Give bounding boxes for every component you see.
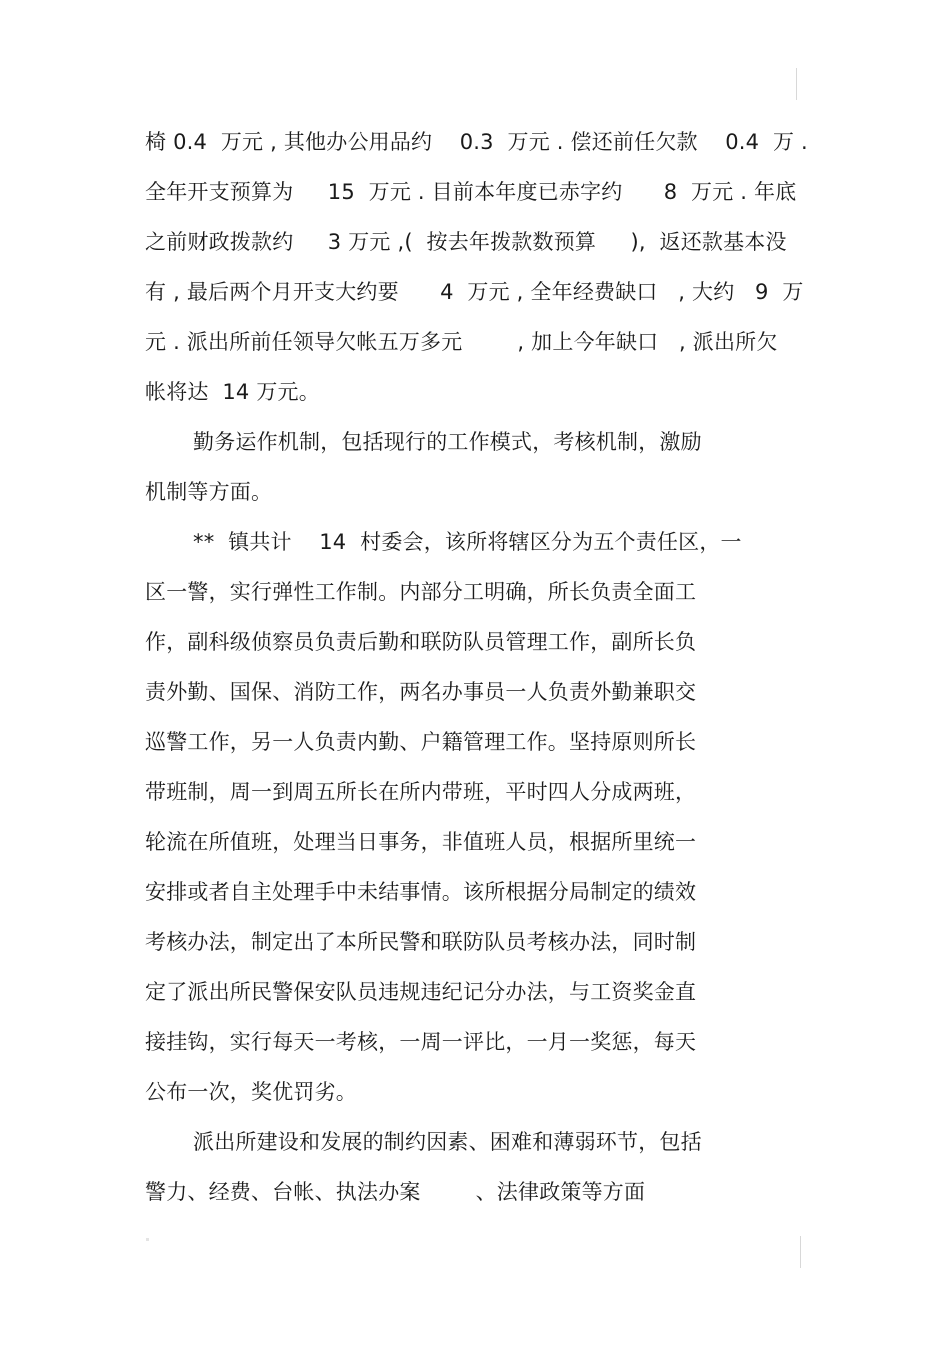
text-line: 考核办法，制定出了本所民警和联防队员考核办法，同时制	[145, 930, 697, 954]
text-line: 全年开支预算为 15 万元 . 目前本年度已赤字约 8 万元 . 年底	[145, 180, 797, 204]
paragraph-heading-line: 派出所建设和发展的制约因素、困难和薄弱环节，包括	[193, 1130, 702, 1154]
text-line: 责外勤、国保、消防工作，两名办事员一人负责外勤兼职交	[145, 680, 697, 704]
text-line: 机制等方面。	[145, 480, 273, 504]
paragraph-first-line: ** 镇共计 14 村委会，该所将辖区分为五个责任区，一	[193, 530, 742, 554]
text-line: 公布一次，奖优罚劣。	[145, 1080, 357, 1104]
page-margin-mark-bottom	[800, 1236, 801, 1268]
text-line: 椅 0.4 万元 , 其他办公用品约 0.3 万元 . 偿还前任欠款 0.4 万 .	[145, 130, 808, 154]
text-line: 元 . 派出所前任领导欠帐五万多元 , 加上今年缺口 , 派出所欠	[145, 330, 778, 354]
paragraph-heading-line: 勤务运作机制，包括现行的工作模式，考核机制，激励	[193, 430, 702, 454]
text-line: 接挂钩，实行每天一考核，一周一评比，一月一奖惩，每天	[145, 1030, 697, 1054]
page-corner-dot	[146, 1238, 149, 1241]
text-line: 之前财政拨款约 3 万元 ,( 按去年拨款数预算 ), 返还款基本没	[145, 230, 787, 254]
page-margin-mark-top	[796, 68, 797, 100]
text-line: 帐将达 14 万元。	[145, 380, 320, 404]
text-line: 定了派出所民警保安队员违规违纪记分办法，与工资奖金直	[145, 980, 697, 1004]
text-line: 安排或者自主处理手中未结事情。该所根据分局制定的绩效	[145, 880, 697, 904]
text-line: 区一警，实行弹性工作制。内部分工明确，所长负责全面工	[145, 580, 697, 604]
text-line: 有 , 最后两个月开支大约要 4 万元 , 全年经费缺口 , 大约 9 万	[145, 280, 804, 304]
text-line: 警力、经费、台帐、执法办案 、法律政策等方面	[145, 1180, 646, 1204]
text-line: 带班制，周一到周五所长在所内带班，平时四人分成两班，	[145, 780, 697, 804]
text-line: 巡警工作，另一人负责内勤、户籍管理工作。坚持原则所长	[145, 730, 697, 754]
text-line: 轮流在所值班，处理当日事务，非值班人员，根据所里统一	[145, 830, 697, 854]
text-line: 作，副科级侦察员负责后勤和联防队员管理工作，副所长负	[145, 630, 697, 654]
